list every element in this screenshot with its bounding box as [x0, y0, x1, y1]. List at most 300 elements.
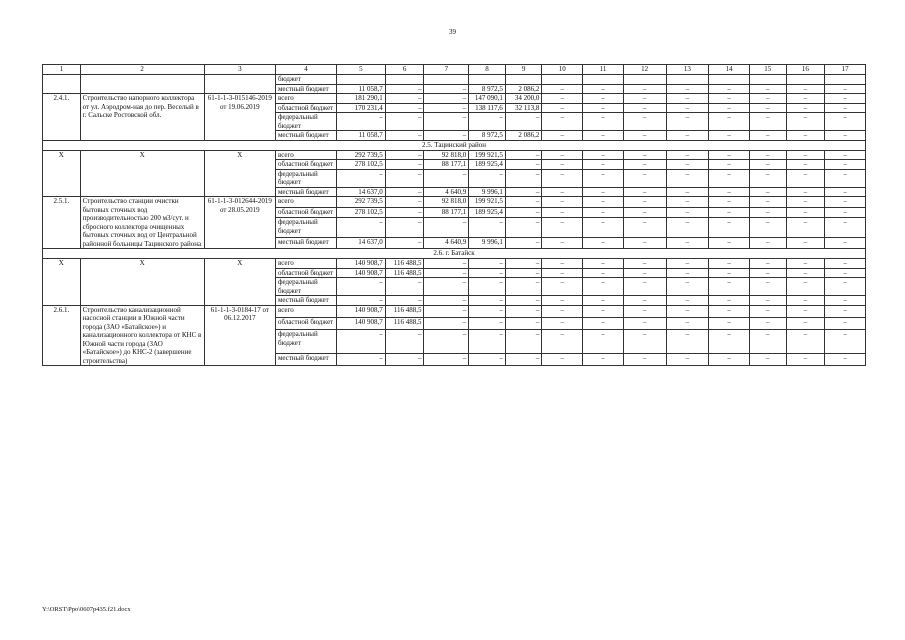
value-cell: – [583, 268, 624, 278]
value-cell: – [666, 317, 709, 329]
value-cell: – [749, 278, 786, 296]
value-cell: – [583, 150, 624, 160]
value-cell: – [666, 169, 709, 187]
value-cell: – [583, 330, 624, 353]
value-cell: 9 996,1 [469, 238, 506, 249]
value-cell: – [385, 218, 424, 238]
value-cell: – [786, 160, 825, 170]
value-cell [385, 75, 424, 85]
value-cell: – [336, 113, 385, 131]
value-cell: – [623, 207, 666, 218]
value-cell: – [786, 218, 825, 238]
header-cell: 5 [336, 65, 385, 75]
value-cell: – [825, 238, 866, 249]
value-cell [469, 75, 506, 85]
value-cell: – [623, 197, 666, 208]
value-cell: 2 086,2 [505, 84, 542, 94]
value-cell: – [583, 296, 624, 306]
value-cell: – [786, 353, 825, 365]
value-cell: – [385, 207, 424, 218]
item-title: Х [80, 259, 204, 306]
value-cell [623, 75, 666, 85]
value-cell: – [542, 278, 583, 296]
value-cell: – [825, 160, 866, 170]
value-cell: – [583, 84, 624, 94]
value-cell: – [469, 113, 506, 131]
value-cell: 8 972,5 [469, 84, 506, 94]
funding-source: областной бюджет [275, 207, 336, 218]
header-cell: 17 [825, 65, 866, 75]
value-cell: – [623, 268, 666, 278]
funding-source: местный бюджет [275, 131, 336, 141]
value-cell: – [666, 187, 709, 197]
value-cell: – [709, 296, 750, 306]
value-cell: 140 908,7 [336, 259, 385, 269]
value-cell: – [786, 330, 825, 353]
value-cell: – [542, 113, 583, 131]
value-cell: – [469, 169, 506, 187]
value-cell: – [825, 353, 866, 365]
value-cell: – [385, 330, 424, 353]
value-cell: – [786, 131, 825, 141]
header-cell: 6 [385, 65, 424, 75]
value-cell: – [749, 150, 786, 160]
value-cell: – [542, 169, 583, 187]
value-cell: – [424, 259, 469, 269]
table-row [43, 305, 866, 317]
value-cell: – [623, 160, 666, 170]
value-cell: – [583, 317, 624, 329]
value-cell: – [623, 305, 666, 317]
value-cell: – [623, 296, 666, 306]
value-cell: – [542, 150, 583, 160]
value-cell: 4 640,9 [424, 238, 469, 249]
registration-number: Х [204, 150, 275, 197]
table-row [43, 150, 866, 160]
value-cell: – [542, 84, 583, 94]
item-code: Х [43, 259, 81, 306]
value-cell: – [505, 187, 542, 197]
value-cell: – [424, 84, 469, 94]
value-cell: – [749, 296, 786, 306]
value-cell: – [469, 218, 506, 238]
value-cell: – [623, 150, 666, 160]
value-cell: – [825, 207, 866, 218]
table-row [43, 259, 866, 269]
value-cell: – [623, 103, 666, 113]
value-cell: 181 290,1 [336, 94, 385, 104]
funding-source: областной бюджет [275, 103, 336, 113]
value-cell: – [542, 353, 583, 365]
value-cell: – [583, 207, 624, 218]
value-cell: – [583, 305, 624, 317]
value-cell: 92 818,0 [424, 150, 469, 160]
header-cell: 10 [542, 65, 583, 75]
value-cell: – [749, 238, 786, 249]
value-cell: 199 921,5 [469, 150, 506, 160]
value-cell: – [336, 296, 385, 306]
value-cell: – [623, 94, 666, 104]
value-cell: – [542, 103, 583, 113]
value-cell: – [825, 197, 866, 208]
value-cell: – [666, 238, 709, 249]
value-cell: – [542, 197, 583, 208]
value-cell: – [505, 238, 542, 249]
value-cell [505, 75, 542, 85]
header-cell: 8 [469, 65, 506, 75]
value-cell: – [709, 150, 750, 160]
value-cell: – [469, 353, 506, 365]
value-cell: – [542, 330, 583, 353]
value-cell: – [542, 296, 583, 306]
value-cell: – [542, 238, 583, 249]
value-cell: – [749, 94, 786, 104]
funding-source: бюджет [275, 75, 336, 85]
funding-source: всего [275, 150, 336, 160]
header-cell: 16 [786, 65, 825, 75]
value-cell: – [825, 330, 866, 353]
header-row [43, 65, 866, 75]
value-cell: 11 058,7 [336, 84, 385, 94]
header-cell: 13 [666, 65, 709, 75]
funding-source: областной бюджет [275, 160, 336, 170]
value-cell: 189 925,4 [469, 207, 506, 218]
funding-source: областной бюджет [275, 268, 336, 278]
value-cell: 92 818,0 [424, 197, 469, 208]
registration-number: 61-1-1-3-0184-17 от 06.12.2017 [204, 305, 275, 366]
value-cell: – [505, 197, 542, 208]
value-cell: – [666, 131, 709, 141]
value-cell: – [666, 296, 709, 306]
header-cell: 11 [583, 65, 624, 75]
value-cell: – [709, 169, 750, 187]
value-cell: – [786, 84, 825, 94]
funding-source: местный бюджет [275, 238, 336, 249]
value-cell: 140 908,7 [336, 317, 385, 329]
value-cell: – [749, 353, 786, 365]
value-cell: – [825, 305, 866, 317]
header-cell: 2 [80, 65, 204, 75]
value-cell: – [583, 259, 624, 269]
value-cell: – [666, 207, 709, 218]
section-title: 2.6. г. Батайск [43, 249, 866, 259]
value-cell: – [542, 268, 583, 278]
value-cell: 278 102,5 [336, 207, 385, 218]
value-cell: – [583, 278, 624, 296]
value-cell [749, 75, 786, 85]
value-cell: – [385, 169, 424, 187]
funding-source: местный бюджет [275, 296, 336, 306]
value-cell: – [666, 84, 709, 94]
value-cell: 292 739,5 [336, 197, 385, 208]
value-cell: – [583, 187, 624, 197]
value-cell: – [709, 113, 750, 131]
value-cell: – [709, 353, 750, 365]
value-cell: 199 921,5 [469, 197, 506, 208]
value-cell: – [749, 103, 786, 113]
registration-number: 61-1-1-3-015146-2019 от 19.06.2019 [204, 94, 275, 141]
value-cell: – [336, 330, 385, 353]
value-cell: – [505, 218, 542, 238]
value-cell: – [786, 169, 825, 187]
value-cell: – [469, 305, 506, 317]
value-cell: – [749, 169, 786, 187]
value-cell: – [424, 169, 469, 187]
value-cell: 8 972,5 [469, 131, 506, 141]
value-cell: 4 640,9 [424, 187, 469, 197]
value-cell: – [623, 84, 666, 94]
value-cell: – [623, 278, 666, 296]
value-cell: – [542, 160, 583, 170]
spacer-cell [80, 75, 204, 94]
value-cell: – [424, 278, 469, 296]
value-cell: – [709, 259, 750, 269]
value-cell: – [749, 305, 786, 317]
funding-source: федеральный бюджет [275, 278, 336, 296]
value-cell: – [385, 187, 424, 197]
value-cell: – [385, 150, 424, 160]
value-cell: – [709, 187, 750, 197]
funding-source: всего [275, 305, 336, 317]
value-cell: – [336, 218, 385, 238]
table-row [43, 94, 866, 104]
value-cell: – [749, 317, 786, 329]
value-cell: – [709, 305, 750, 317]
value-cell: – [505, 113, 542, 131]
value-cell: – [542, 187, 583, 197]
value-cell: – [825, 94, 866, 104]
value-cell: 140 908,7 [336, 268, 385, 278]
funding-source: всего [275, 197, 336, 208]
value-cell: 116 488,5 [385, 305, 424, 317]
value-cell: – [749, 84, 786, 94]
funding-source: местный бюджет [275, 353, 336, 365]
value-cell: – [542, 207, 583, 218]
value-cell: – [709, 317, 750, 329]
value-cell: 292 739,5 [336, 150, 385, 160]
header-cell: 4 [275, 65, 336, 75]
value-cell: – [709, 131, 750, 141]
value-cell: – [786, 296, 825, 306]
value-cell: – [786, 238, 825, 249]
item-title: Строительство канализационной насосной станции в Южной части города (ЗАО «Батайское») и канализационного коллектора от КНС в Южной части города (ЗАО «Батайское») до КНС-2 (завершение строительства) [80, 305, 204, 366]
value-cell: – [666, 268, 709, 278]
value-cell: – [336, 169, 385, 187]
value-cell: – [666, 103, 709, 113]
value-cell: 116 488,5 [385, 317, 424, 329]
section-row [43, 249, 866, 259]
value-cell: – [709, 94, 750, 104]
value-cell: – [542, 317, 583, 329]
item-code: 2.4.1. [43, 94, 81, 141]
value-cell: – [749, 218, 786, 238]
value-cell: – [749, 268, 786, 278]
funding-source: федеральный бюджет [275, 113, 336, 131]
value-cell: – [709, 207, 750, 218]
value-cell: – [623, 238, 666, 249]
value-cell: – [623, 131, 666, 141]
value-cell: – [623, 113, 666, 131]
value-cell: – [583, 103, 624, 113]
value-cell [542, 75, 583, 85]
value-cell: – [666, 305, 709, 317]
value-cell: – [505, 160, 542, 170]
value-cell: 138 117,6 [469, 103, 506, 113]
value-cell: – [623, 259, 666, 269]
value-cell: 278 102,5 [336, 160, 385, 170]
value-cell: – [666, 197, 709, 208]
funding-source: федеральный бюджет [275, 218, 336, 238]
value-cell: – [505, 259, 542, 269]
value-cell: – [424, 305, 469, 317]
value-cell: – [666, 113, 709, 131]
value-cell: – [469, 330, 506, 353]
value-cell: – [505, 150, 542, 160]
table-body [43, 65, 866, 366]
funding-source: местный бюджет [275, 187, 336, 197]
value-cell: 9 996,1 [469, 187, 506, 197]
value-cell: – [825, 150, 866, 160]
item-code: Х [43, 150, 81, 197]
value-cell: – [583, 218, 624, 238]
value-cell: – [749, 160, 786, 170]
value-cell: – [709, 268, 750, 278]
value-cell: – [424, 218, 469, 238]
value-cell: – [709, 278, 750, 296]
header-cell: 15 [749, 65, 786, 75]
value-cell: – [666, 278, 709, 296]
value-cell: – [786, 259, 825, 269]
value-cell: – [709, 103, 750, 113]
value-cell: – [424, 94, 469, 104]
value-cell: – [424, 113, 469, 131]
value-cell: – [385, 278, 424, 296]
spacer-cell [204, 75, 275, 94]
value-cell: 147 090,1 [469, 94, 506, 104]
value-cell: 34 200,0 [505, 94, 542, 104]
value-cell: 11 058,7 [336, 131, 385, 141]
value-cell: – [505, 353, 542, 365]
value-cell: – [469, 296, 506, 306]
value-cell: – [623, 169, 666, 187]
header-cell: 1 [43, 65, 81, 75]
value-cell: – [385, 113, 424, 131]
value-cell: – [666, 259, 709, 269]
value-cell: – [666, 330, 709, 353]
header-cell: 12 [623, 65, 666, 75]
table-row [43, 197, 866, 208]
value-cell: – [583, 131, 624, 141]
value-cell: – [786, 278, 825, 296]
value-cell: – [709, 218, 750, 238]
value-cell: – [505, 296, 542, 306]
value-cell: – [709, 197, 750, 208]
budget-table [42, 64, 866, 366]
value-cell: – [505, 317, 542, 329]
value-cell: – [786, 317, 825, 329]
value-cell: – [385, 131, 424, 141]
value-cell: – [385, 160, 424, 170]
value-cell: – [825, 259, 866, 269]
value-cell: 2 086,2 [505, 131, 542, 141]
header-cell: 9 [505, 65, 542, 75]
item-title: Строительство напорного коллектора от ул. Аэродром-ная до пер. Веселый в г. Сальске Ростовской обл. [80, 94, 204, 141]
value-cell: 14 637,0 [336, 238, 385, 249]
value-cell: 88 177,1 [424, 160, 469, 170]
value-cell: – [786, 207, 825, 218]
value-cell: – [709, 238, 750, 249]
value-cell: – [542, 94, 583, 104]
value-cell: – [424, 103, 469, 113]
value-cell: – [825, 113, 866, 131]
value-cell: – [505, 330, 542, 353]
value-cell: – [583, 160, 624, 170]
value-cell: – [583, 238, 624, 249]
value-cell: 32 113,8 [505, 103, 542, 113]
item-title: Строительство станции очистки бытовых сточных вод производительностью 200 м3/сут. и сбросного коллектора очищенных бытовых сточных вод от Центральной районной больницы Тацинского района [80, 197, 204, 249]
value-cell [583, 75, 624, 85]
value-cell: – [469, 259, 506, 269]
value-cell: – [623, 317, 666, 329]
value-cell: 116 488,5 [385, 259, 424, 269]
value-cell: – [505, 305, 542, 317]
value-cell: – [666, 353, 709, 365]
value-cell: – [786, 197, 825, 208]
value-cell: – [749, 330, 786, 353]
value-cell: – [786, 305, 825, 317]
value-cell: – [583, 169, 624, 187]
value-cell: – [825, 84, 866, 94]
header-cell: 14 [709, 65, 750, 75]
value-cell [336, 75, 385, 85]
value-cell [709, 75, 750, 85]
value-cell: – [666, 94, 709, 104]
registration-number: 61-1-1-3-012644-2019 от 28.05.2019 [204, 197, 275, 249]
value-cell: – [825, 296, 866, 306]
item-title: Х [80, 150, 204, 197]
value-cell: – [385, 103, 424, 113]
value-cell: 140 908,7 [336, 305, 385, 317]
value-cell: – [424, 131, 469, 141]
value-cell: – [385, 94, 424, 104]
file-path-footer: Y:\ORST\Ppo\0607p435.f21.docx [42, 606, 131, 613]
item-code: 2.6.1. [43, 305, 81, 366]
value-cell: – [385, 84, 424, 94]
value-cell: – [542, 131, 583, 141]
value-cell [666, 75, 709, 85]
value-cell: – [583, 94, 624, 104]
value-cell: – [385, 353, 424, 365]
value-cell: – [469, 317, 506, 329]
value-cell [786, 75, 825, 85]
value-cell: – [749, 131, 786, 141]
value-cell: – [709, 330, 750, 353]
value-cell: – [623, 218, 666, 238]
value-cell: – [505, 207, 542, 218]
item-code: 2.5.1. [43, 197, 81, 249]
value-cell: – [749, 197, 786, 208]
value-cell [825, 75, 866, 85]
funding-source: местный бюджет [275, 84, 336, 94]
value-cell: – [786, 94, 825, 104]
value-cell: – [424, 353, 469, 365]
value-cell: – [825, 218, 866, 238]
value-cell: – [469, 268, 506, 278]
value-cell: – [786, 113, 825, 131]
value-cell: 170 231,4 [336, 103, 385, 113]
value-cell: 14 637,0 [336, 187, 385, 197]
funding-source: федеральный бюджет [275, 330, 336, 353]
